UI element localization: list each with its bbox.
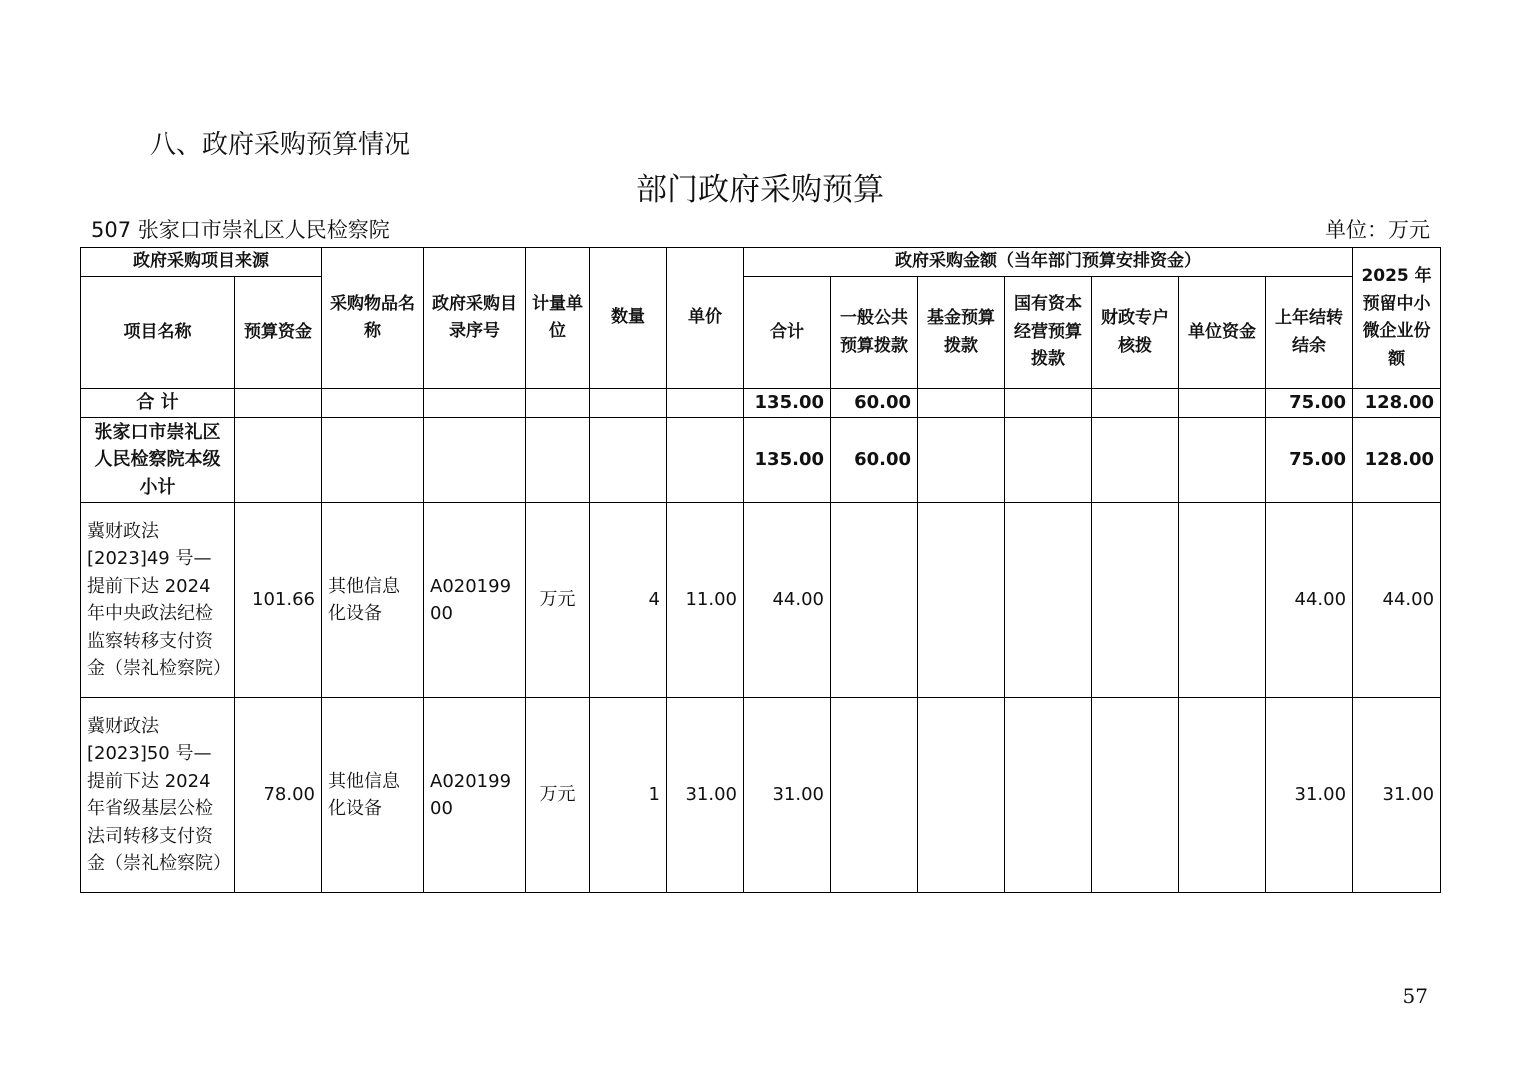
row-quantity: 4	[590, 503, 667, 698]
unit-label: 单位：万元	[1325, 218, 1430, 242]
header-item-name: 采购物品名称	[322, 248, 424, 389]
header-measure-unit: 计量单位	[526, 248, 590, 389]
row-item-name: 其他信息化设备	[322, 698, 424, 893]
header-catalog-no: 政府采购目录序号	[424, 248, 526, 389]
header-carryover: 上年结转结余	[1266, 277, 1353, 389]
header-project-name: 项目名称	[81, 277, 235, 389]
department-name: 507 张家口市崇礼区人民检察院	[91, 218, 390, 242]
row-catalog-no: A02019900	[424, 503, 526, 698]
header-unit-price: 单价	[667, 248, 744, 389]
row-reserved: 44.00	[1353, 503, 1441, 698]
row-unit-price: 11.00	[667, 503, 744, 698]
header-state-capital: 国有资本经营预算拨款	[1005, 277, 1092, 389]
row-total: 44.00	[744, 503, 831, 698]
subtotal-row	[81, 418, 1441, 503]
row-project-name: 冀财政法[2023]50 号—提前下达 2024 年省级基层公检法司转移支付资金（崇礼检察院）	[81, 698, 235, 893]
subtotal-row-reserved: 128.00	[1353, 418, 1441, 503]
total-row-label: 合 计	[81, 389, 235, 418]
header-source-group: 政府采购项目来源	[81, 248, 322, 277]
subtotal-row-label: 张家口市崇礼区人民检察院本级小计	[81, 418, 235, 503]
section-title: 八、政府采购预算情况	[150, 130, 411, 160]
row-item-name: 其他信息化设备	[322, 503, 424, 698]
total-row-reserved: 128.00	[1353, 389, 1441, 418]
header-unit-funds: 单位资金	[1179, 277, 1266, 389]
header-budget-funds: 预算资金	[235, 277, 322, 389]
row-budget-funds: 101.66	[235, 503, 322, 698]
table-row	[81, 698, 1441, 893]
header-fiscal-special: 财政专户核拨	[1092, 277, 1179, 389]
page-title: 部门政府采购预算	[636, 172, 884, 208]
row-project-name: 冀财政法[2023]49 号—提前下达 2024 年中央政法纪检监察转移支付资金（崇礼检察院）	[81, 503, 235, 698]
row-measure-unit: 万元	[526, 503, 590, 698]
total-row-total: 135.00	[744, 389, 831, 418]
header-quantity: 数量	[590, 248, 667, 389]
row-carryover: 31.00	[1266, 698, 1353, 893]
header-fund-budget: 基金预算拨款	[918, 277, 1005, 389]
subtotal-row-general-budget: 60.00	[831, 418, 918, 503]
row-reserved: 31.00	[1353, 698, 1441, 893]
row-total: 31.00	[744, 698, 831, 893]
row-quantity: 1	[590, 698, 667, 893]
subtotal-row-carryover: 75.00	[1266, 418, 1353, 503]
subtotal-row-total: 135.00	[744, 418, 831, 503]
row-budget-funds: 78.00	[235, 698, 322, 893]
total-row-general-budget: 60.00	[831, 389, 918, 418]
row-carryover: 44.00	[1266, 503, 1353, 698]
row-measure-unit: 万元	[526, 698, 590, 893]
row-catalog-no: A02019900	[424, 698, 526, 893]
header-amount-group: 政府采购金额（当年部门预算安排资金）	[744, 248, 1353, 277]
header-total: 合计	[744, 277, 831, 389]
table-row	[81, 503, 1441, 698]
total-row-carryover: 75.00	[1266, 389, 1353, 418]
header-general-budget: 一般公共预算拨款	[831, 277, 918, 389]
total-row	[81, 389, 1441, 418]
page-number: 57	[1402, 984, 1428, 1008]
row-unit-price: 31.00	[667, 698, 744, 893]
header-reserved-share: 2025 年 预留中小微企业份额	[1353, 248, 1441, 389]
procurement-budget-table	[80, 247, 1441, 893]
